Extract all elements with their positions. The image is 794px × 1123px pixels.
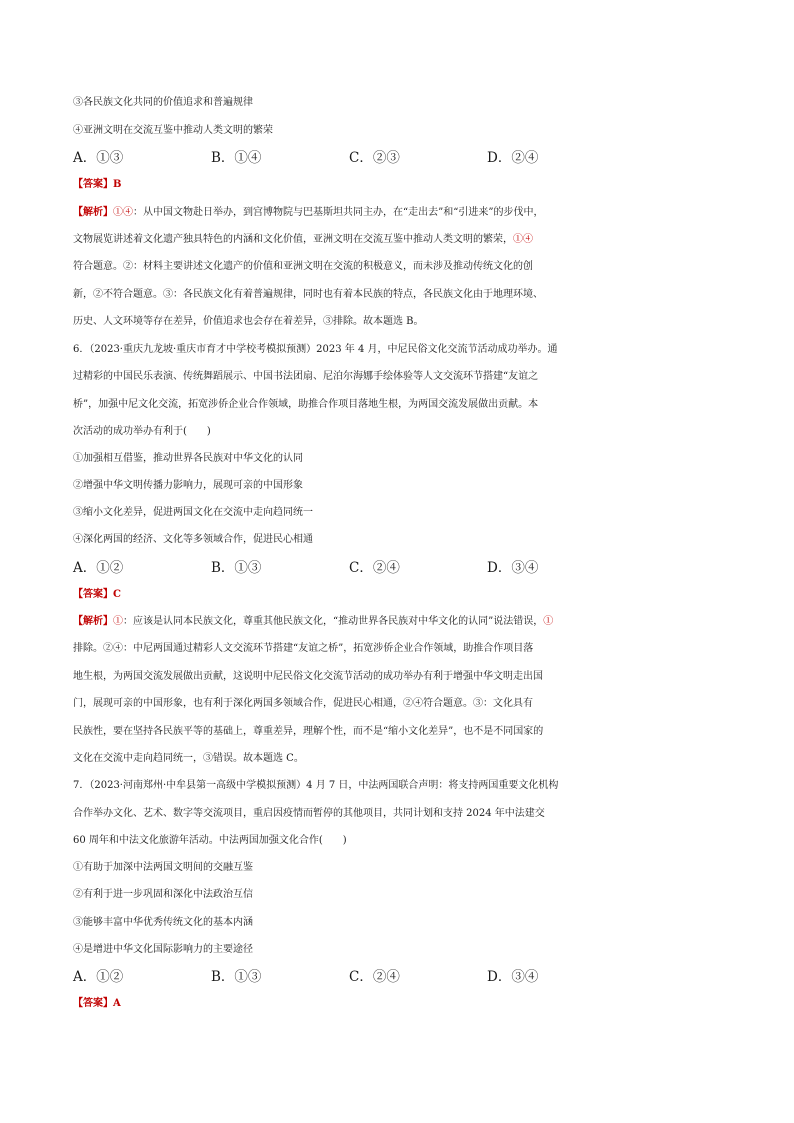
q7-option-d: D．③④ [487,969,539,985]
q6-answer-value: C [113,589,121,600]
q7-option-item-3: ③能够丰富中华优秀传统文化的基本内涵 [73,917,253,928]
q6-option-item-3: ③缩小文化差异，促进两国文化在交流中走向趋同统一 [73,507,313,518]
q7-option-a: A．①② [73,969,124,985]
q6-analysis-line-1 [73,613,733,631]
q5-analysis-highlight: ①④ [513,234,533,245]
q5-option-item-3: ③各民族文化共同的价值追求和普遍规律 [73,97,253,108]
q6-option-b: B．①③ [211,560,262,576]
q6-analysis-line-6: 文化在交流中走向趋同统一，③错误。故本题选 C。 [73,753,304,764]
q6-analysis-line-5: 民族性，要在坚持各民族平等的基础上，尊重差异，理解个性，而不是“缩小文化差异”，也不是不同国家的 [73,726,544,737]
q5-analysis-line-3: 符合题意。②：材料主要讲述文化遗产的价值和亚洲文明在交流的积极意义，而未涉及推动传统文化的创 [73,261,533,272]
q7-stem-line-1: 7．（2023·河南郑州·中牟县第一高级中学模拟预测）4 月 7 日，中法两国联合声明：将支持两国重要文化机构 [73,780,559,791]
q7-stem-line-3: 60 周年和中法文化旅游年活动。中法两国加强文化合作( ) [73,835,347,846]
q6-option-item-1: ①加强相互借鉴，推动世界各民族对中华文化的认同 [73,453,303,464]
q5-analysis-lead: ①④ [113,207,133,218]
q5-option-b: B．①④ [211,150,262,166]
q5-analysis-text: ：从中国文物赴日举办，到宫博物院与巴基斯坦共同主办，在“走出去”和“引进来”的步伐中， [133,207,544,218]
q6-stem-line-2: 过精彩的中国民乐表演、传统舞蹈展示、中国书法团扇、尼泊尔海娜手绘体验等人文交流环节搭建“友谊之 [73,371,539,382]
q7-option-item-2: ②有利于进一步巩固和深化中法政治互信 [73,889,253,900]
q6-option-a: A．①② [73,560,124,576]
q6-answer-tag: 【答案】 [73,589,113,600]
q7-option-c: C．②④ [349,969,400,985]
q5-analysis-text: 文物展览讲述着文化遗产独具特色的内涵和文化价值，亚洲文明在交流互鉴中推动人类文明的繁荣， [73,234,513,245]
q6-analysis-text: ：应该是认同本民族文化，尊重其他民族文化，“推动世界各民族对中华文化的认同”说法错误， [123,616,544,627]
q6-option-item-4: ④深化两国的经济、文化等多领域合作，促进民心相通 [73,534,313,545]
q5-option-a: A．①③ [73,150,124,166]
q6-analysis-highlight: ① [543,616,554,627]
q6-analysis-line-3: 地生根，为两国交流发展做出贡献，这说明中尼民俗文化交流节活动的成功举办有利于增强中华文明走出国 [73,671,543,682]
q5-answer-tag: 【答案】 [73,179,113,190]
q5-analysis-tag: 【解析】 [73,207,113,218]
q5-option-item-4: ④亚洲文明在交流互鉴中推动人类文明的繁荣 [73,125,273,136]
q6-stem-line-1: 6．（2023·重庆九龙坡·重庆市育才中学校考模拟预测）2023 年 4 月，中尼民俗文化交流节活动成功举办。通 [73,344,558,355]
q6-option-c: C．②④ [349,560,400,576]
q6-answer [73,586,733,604]
q5-answer [73,176,733,194]
q6-analysis-line-2: 排除。②④：中尼两国通过精彩人文交流环节搭建“友谊之桥”，拓宽涉侨企业合作领域，助推合作项目落 [73,643,534,654]
q5-analysis-line-2 [73,231,733,249]
q5-option-d: D．②④ [487,150,539,166]
q5-option-c: C．②③ [349,150,400,166]
q7-answer [73,995,733,1013]
q6-answer-options [73,559,733,577]
q5-answer-value: B [113,179,122,190]
q6-analysis-tag: 【解析】 [73,616,113,627]
q7-answer-options [73,968,733,986]
q5-analysis-line-4: 新，②不符合题意。③：各民族文化有着普遍规律，同时也有着本民族的特点，各民族文化由于地理环境、 [73,289,543,300]
q7-stem-line-2: 合作举办文化、艺术、数字等交流项目，重启因疫情而暂停的其他项目，共同计划和支持 2024 年中法建交 [73,808,545,819]
q5-analysis-line-5: 历史、人文环境等存在差异，价值追求也会存在着差异，③排除。故本题选 B。 [73,316,424,327]
q6-stem-line-3: 桥”，加强中尼文化交流，拓宽涉侨企业合作领域，助推合作项目落地生根，为两国交流发展做出贡献。本 [73,399,539,410]
q7-option-item-1: ①有助于加深中法两国文明间的交融互鉴 [73,862,253,873]
q6-analysis-line-4: 门，展现可亲的中国形象，也有利于深化两国多领域合作，促进民心相通，②④符合题意。③：文化具有 [73,698,533,709]
q7-answer-value: A [113,998,121,1009]
q5-answer-options [73,149,733,167]
q7-option-b: B．①③ [211,969,262,985]
q7-option-item-4: ④是增进中华文化国际影响力的主要途径 [73,944,253,955]
q6-option-d: D．③④ [487,560,539,576]
q5-analysis-line-1 [73,204,733,222]
q7-answer-tag: 【答案】 [73,998,113,1009]
q6-analysis-lead: ① [113,616,123,627]
q6-stem-line-4: 次活动的成功举办有利于( ) [73,426,211,437]
q6-option-item-2: ②增强中华文明传播力影响力，展现可亲的中国形象 [73,480,303,491]
